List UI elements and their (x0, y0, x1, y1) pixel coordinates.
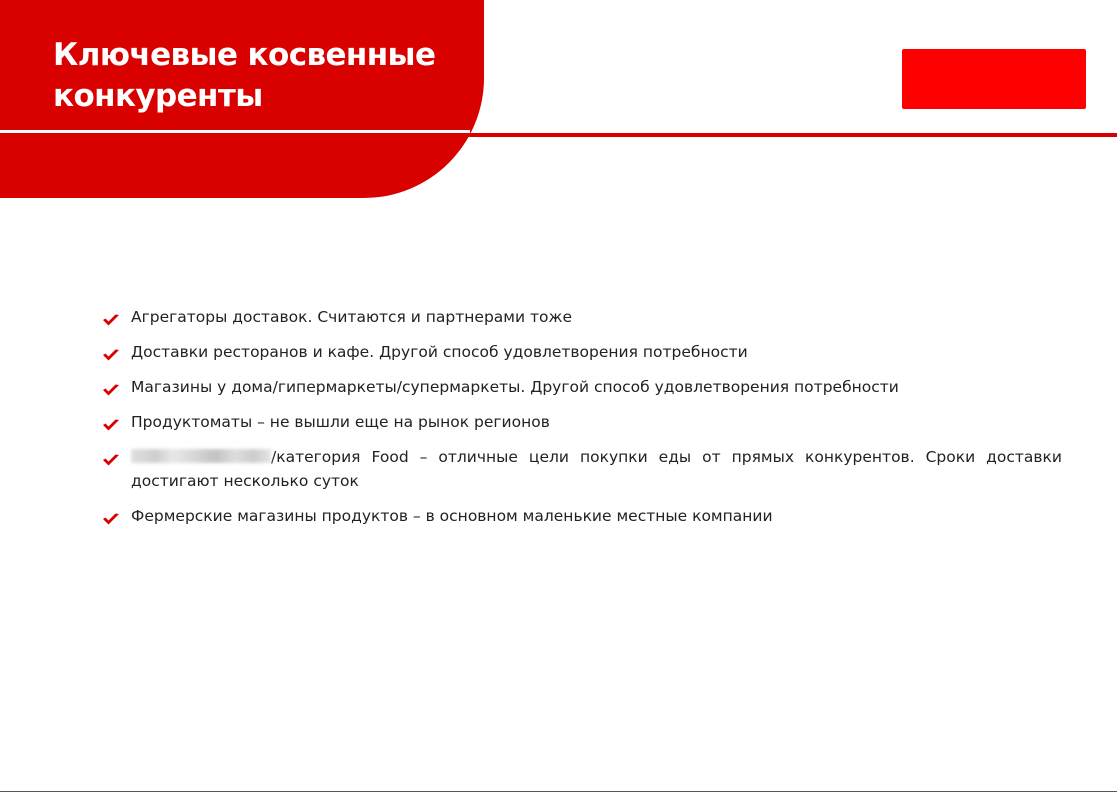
bullet-text: Доставки ресторанов и кафе. Другой способ удовлетворения потребности (131, 343, 748, 361)
bullet-item (100, 445, 1062, 493)
bullet-text: /категория Food – отличные цели покупки еды от прямых конкурентов. Сроки доставки достигают несколько суток (131, 448, 1062, 490)
bullet-item (100, 305, 1062, 329)
bullet-text: Фермерские магазины продуктов – в основном маленькие местные компании (131, 507, 773, 525)
redacted-marketplace-name (131, 449, 271, 463)
bottom-border (0, 791, 1117, 792)
check-icon (102, 453, 120, 467)
bullet-item (100, 410, 1062, 434)
header-divider-line (0, 133, 1117, 137)
slide-title: Ключевые косвенные конкуренты (53, 37, 436, 114)
check-icon (102, 313, 120, 327)
bullet-item (100, 340, 1062, 364)
check-icon (102, 418, 120, 432)
check-icon (102, 383, 120, 397)
bullet-text: Магазины у дома/гипермаркеты/супермаркеты. Другой способ удовлетворения потребности (131, 378, 899, 396)
bullet-text: Агрегаторы доставок. Считаются и партнерами тоже (131, 308, 573, 326)
logo-placeholder (902, 49, 1086, 109)
bullet-list (100, 305, 1062, 539)
check-icon (102, 512, 120, 526)
check-icon (102, 348, 120, 362)
bullet-item (100, 375, 1062, 399)
bullet-text: Продуктоматы – не вышли еще на рынок регионов (131, 413, 550, 431)
bullet-item (100, 504, 1062, 528)
